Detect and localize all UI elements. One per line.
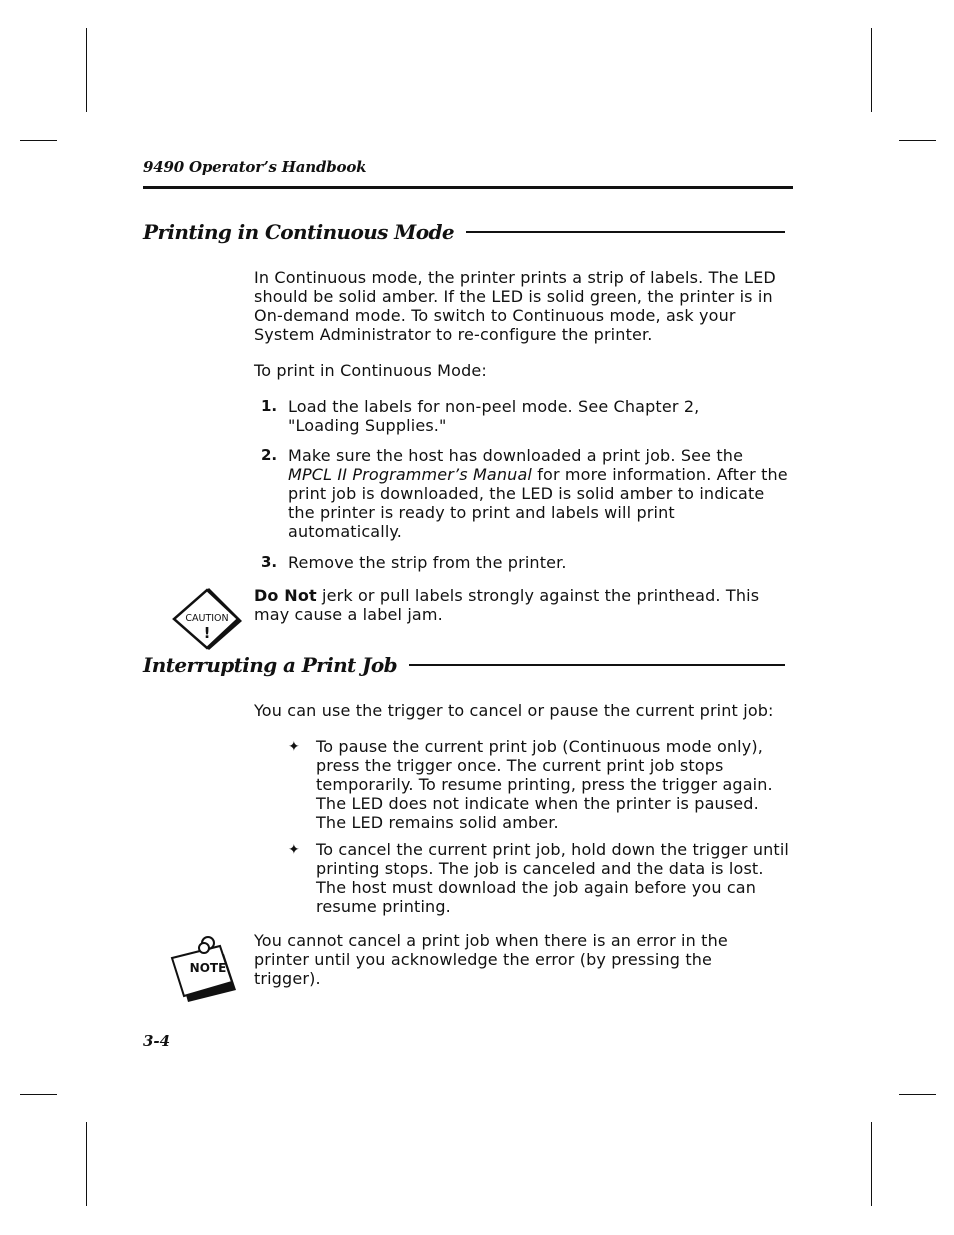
step-number: 3. xyxy=(261,553,278,571)
paragraph-intro xyxy=(254,268,794,344)
list-item-bullet-1 xyxy=(316,737,791,832)
list-item-step-1 xyxy=(288,397,758,435)
crop-mark xyxy=(20,140,57,141)
step-text: Load the labels for non-peel mode. See Chapter 2, "Loading Supplies." xyxy=(288,397,700,435)
page-number: 3-4 xyxy=(143,1032,171,1050)
section-heading-text: Interrupting a Print Job xyxy=(143,653,398,677)
manual-title: MPCL II Programmer’s Manual xyxy=(288,465,532,484)
caution-icon-mark: ! xyxy=(203,624,211,642)
crop-mark xyxy=(899,1094,936,1095)
note-icon xyxy=(168,928,244,1006)
paragraph-lead xyxy=(254,361,794,380)
running-header: 9490 Operator’s Handbook xyxy=(143,158,367,176)
section-heading-interrupting xyxy=(143,653,785,677)
paragraph-text: In Continuous mode, the printer prints a strip of labels. The LED should be solid amber. If the LED is solid green, the printer is in On-demand mode. To switch to Continuous mode, ask your System Administrator to re-configure the printer. xyxy=(254,268,776,344)
note-body: You cannot cancel a print job when there is an error in the printer until you acknowledge the error (by pressing the trigger). xyxy=(254,931,728,988)
heading-rule xyxy=(409,664,785,666)
caution-bold: Do Not xyxy=(254,586,317,605)
heading-rule xyxy=(466,231,785,233)
crop-mark xyxy=(871,1122,872,1206)
section-heading-continuous-mode xyxy=(143,220,785,244)
bullet-icon: ✦ xyxy=(288,842,300,858)
caution-icon-label: CAUTION xyxy=(185,613,229,624)
step-text: Make sure the host has downloaded a print job. See the xyxy=(288,446,744,465)
list-item-step-3 xyxy=(288,553,758,572)
crop-mark xyxy=(899,140,936,141)
header-rule xyxy=(143,186,793,189)
bullet-text: To cancel the current print job, hold down the trigger until printing stops. The job is canceled and the data is lost. The host must download the job again before you can resume printing. xyxy=(316,840,790,916)
list-item-step-2 xyxy=(288,446,793,541)
section-heading-text: Printing in Continuous Mode xyxy=(143,220,454,244)
step-text: Remove the strip from the printer. xyxy=(288,553,567,572)
step-number: 2. xyxy=(261,446,278,464)
caution-text xyxy=(254,586,794,624)
caution-icon xyxy=(170,586,244,652)
crop-mark xyxy=(86,1122,87,1206)
crop-mark xyxy=(20,1094,57,1095)
step-number: 1. xyxy=(261,397,278,415)
note-text xyxy=(254,931,754,988)
paragraph-intro xyxy=(254,701,814,720)
bullet-text: To pause the current print job (Continuous mode only), press the trigger once. The current print job stops temporarily. To resume printing, press the trigger again. The LED does not indicate when the printer is paused. The LED remains solid amber. xyxy=(316,737,773,832)
note-icon-label: NOTE xyxy=(189,961,227,975)
step-text: for more information. After the print job is downloaded, the LED is solid amber to indicate the printer is ready to print and labels will print automatically. xyxy=(288,465,788,541)
crop-mark xyxy=(86,28,87,112)
list-item-bullet-2 xyxy=(316,840,791,916)
bullet-icon: ✦ xyxy=(288,739,300,755)
caution-body: jerk or pull labels strongly against the printhead. This may cause a label jam. xyxy=(254,586,760,624)
paragraph-text: You can use the trigger to cancel or pause the current print job: xyxy=(254,701,774,720)
crop-mark xyxy=(871,28,872,112)
paragraph-text: To print in Continuous Mode: xyxy=(254,361,487,380)
